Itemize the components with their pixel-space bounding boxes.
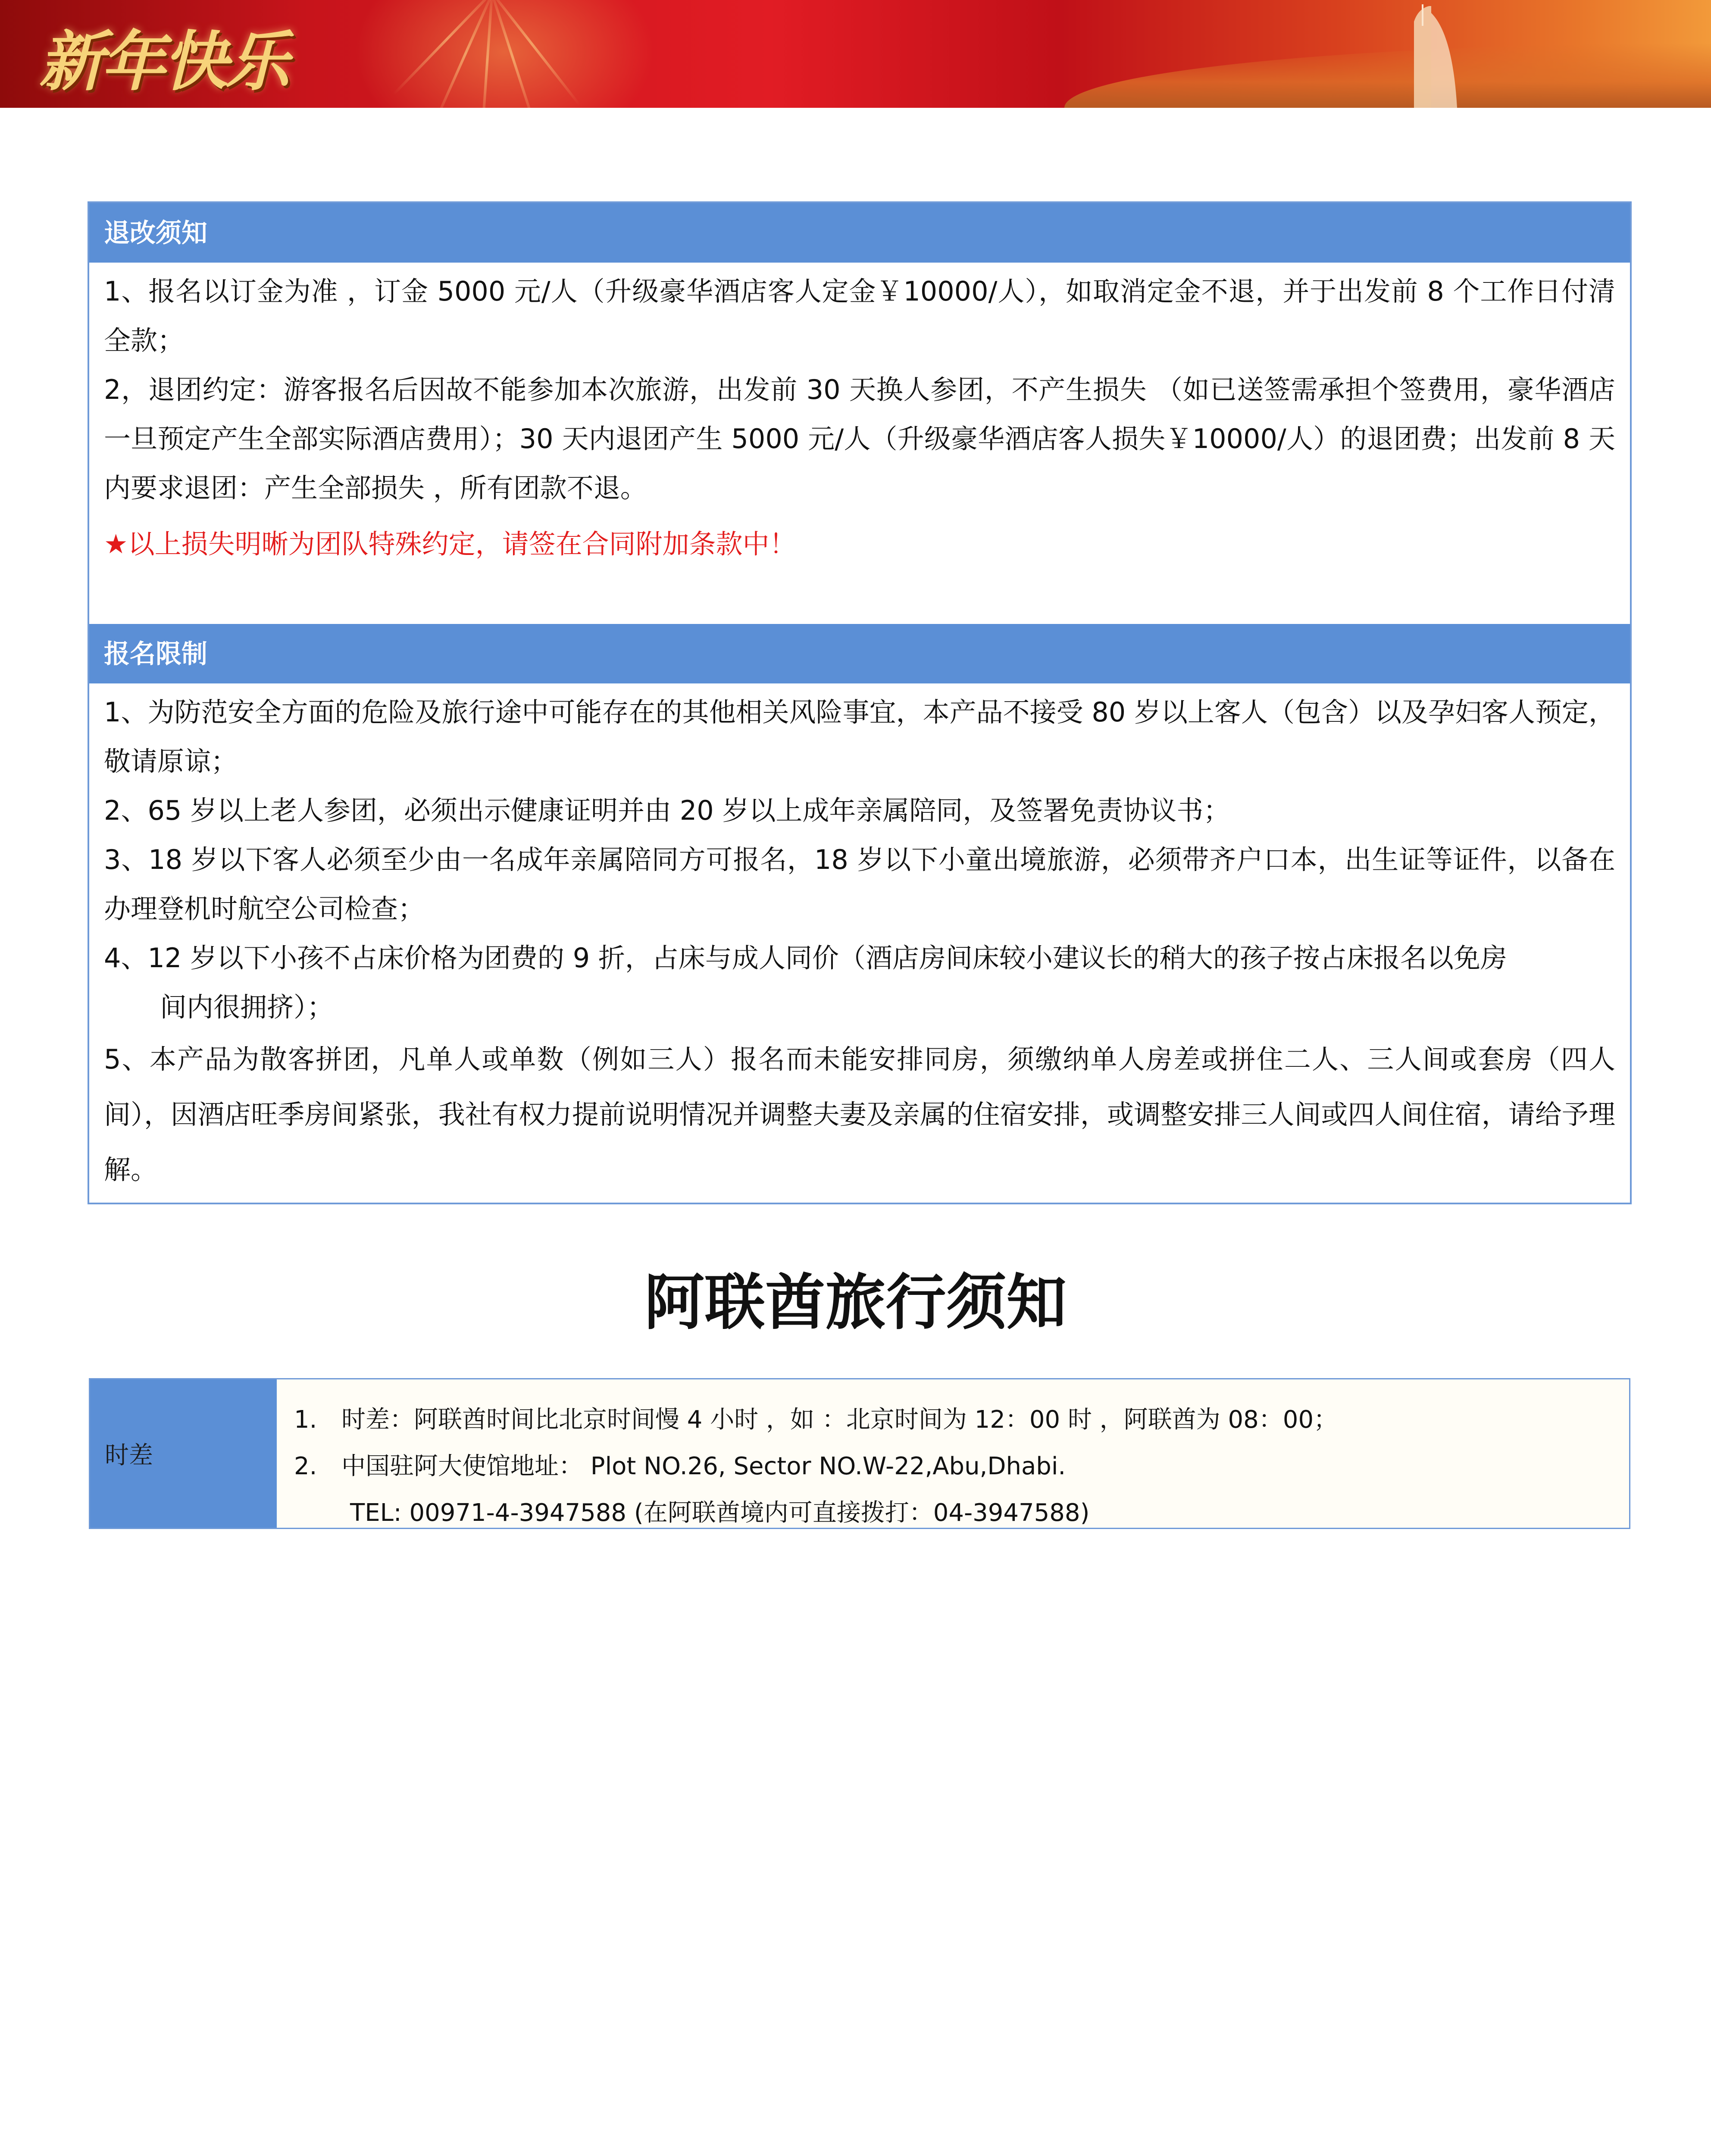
embassy-address-text: 中国驻阿大使馆地址： Plot NO.26, Sector NO.W-22,Abu,Dhabi. xyxy=(341,1452,1066,1480)
burj-al-arab-icon xyxy=(1388,4,1466,108)
embassy-phone-line: TEL: 00971-4-3947588 (在阿联酋境内可直接拨打：04-3947588) xyxy=(350,1499,1090,1527)
restriction-item-2: 2、65 岁以上老人参团，必须出示健康证明并由 20 岁以上成年亲属陪同，及签署免责协议书； xyxy=(104,795,1230,826)
time-difference-line xyxy=(294,1397,1629,1443)
time-difference-table xyxy=(89,1378,1630,1529)
refund-policy-heading: 退改须知 xyxy=(89,203,1630,263)
uae-travel-guide-title: 阿联酋旅行须知 xyxy=(644,1268,1067,1338)
refund-special-note: ★以上损失明晰为团队特殊约定，请签在合同附加条款中！ xyxy=(104,528,796,560)
header-banner xyxy=(0,0,1711,108)
restriction-item-3: 3、18 岁以下客人必须至少由一名成年亲属陪同方可报名，18 岁以下小童出境旅游，必须带齐户口本，出生证等证件，以备在办理登机时航空公司检查； xyxy=(104,844,1615,924)
firework-glow xyxy=(353,0,655,108)
list-number: 1. xyxy=(294,1406,317,1434)
list-number: 2. xyxy=(294,1452,317,1480)
embassy-address-line xyxy=(294,1443,1629,1490)
restriction-item-5: 5、本产品为散客拼团，凡单人或单数（例如三人）报名而未能安排同房，须缴纳单人房差或拼住二人、三人间或套房（四人间），因酒店旺季房间紧张，我社有权力提前说明情况并调整夫妻及亲属的住宿安排，或调整安排三人间或四人间住宿，请给予理解。 xyxy=(104,1044,1615,1185)
restriction-item-4: 4、12 岁以下小孩不占床价格为团费的 9 折，占床与成人同价（酒店房间床较小建议长的稍大的孩子按占床报名以免房 xyxy=(104,942,1507,974)
restriction-item-4-continued: 间内很拥挤）； xyxy=(160,991,334,1023)
restriction-item-1: 1、为防范安全方面的危险及旅行途中可能存在的其他相关风险事宜，本产品不接受 80 岁以上客人（包含）以及孕妇客人预定，敬请原谅； xyxy=(104,696,1615,777)
refund-item-2: 2，退团约定：游客报名后因故不能参加本次旅游，出发前 30 天换人参团，不产生损失 （如已送签需承担个签费用，豪华酒店一旦预定产生全部实际酒店费用）；30 天内退团产生 5000 元/人（升级豪华酒店客人损失￥10000/人）的退团费；出发前 8 天内要求退团：产生全部损失 ，所有团款不退。 xyxy=(104,374,1615,504)
time-difference-text: 时差：阿联酋时间比北京时间慢 4 小时 ，如 ：北京时间为 12：00 时 ，阿联酋为 08：00； xyxy=(341,1406,1338,1434)
registration-restrictions-heading: 报名限制 xyxy=(89,624,1630,683)
refund-item-1: 1、报名以订金为准 ，订金 5000 元/人（升级豪华酒店客人定金￥10000/人），如取消定金不退，并于出发前 8 个工作日付清全款； xyxy=(104,276,1615,356)
time-difference-label: 时差 xyxy=(90,1379,277,1528)
registration-restrictions-section xyxy=(88,624,1632,1204)
refund-policy-section xyxy=(88,201,1632,626)
desert-dune xyxy=(1064,43,1711,108)
logo-text: 新年快乐 xyxy=(39,24,288,100)
new-year-logo xyxy=(39,9,315,100)
